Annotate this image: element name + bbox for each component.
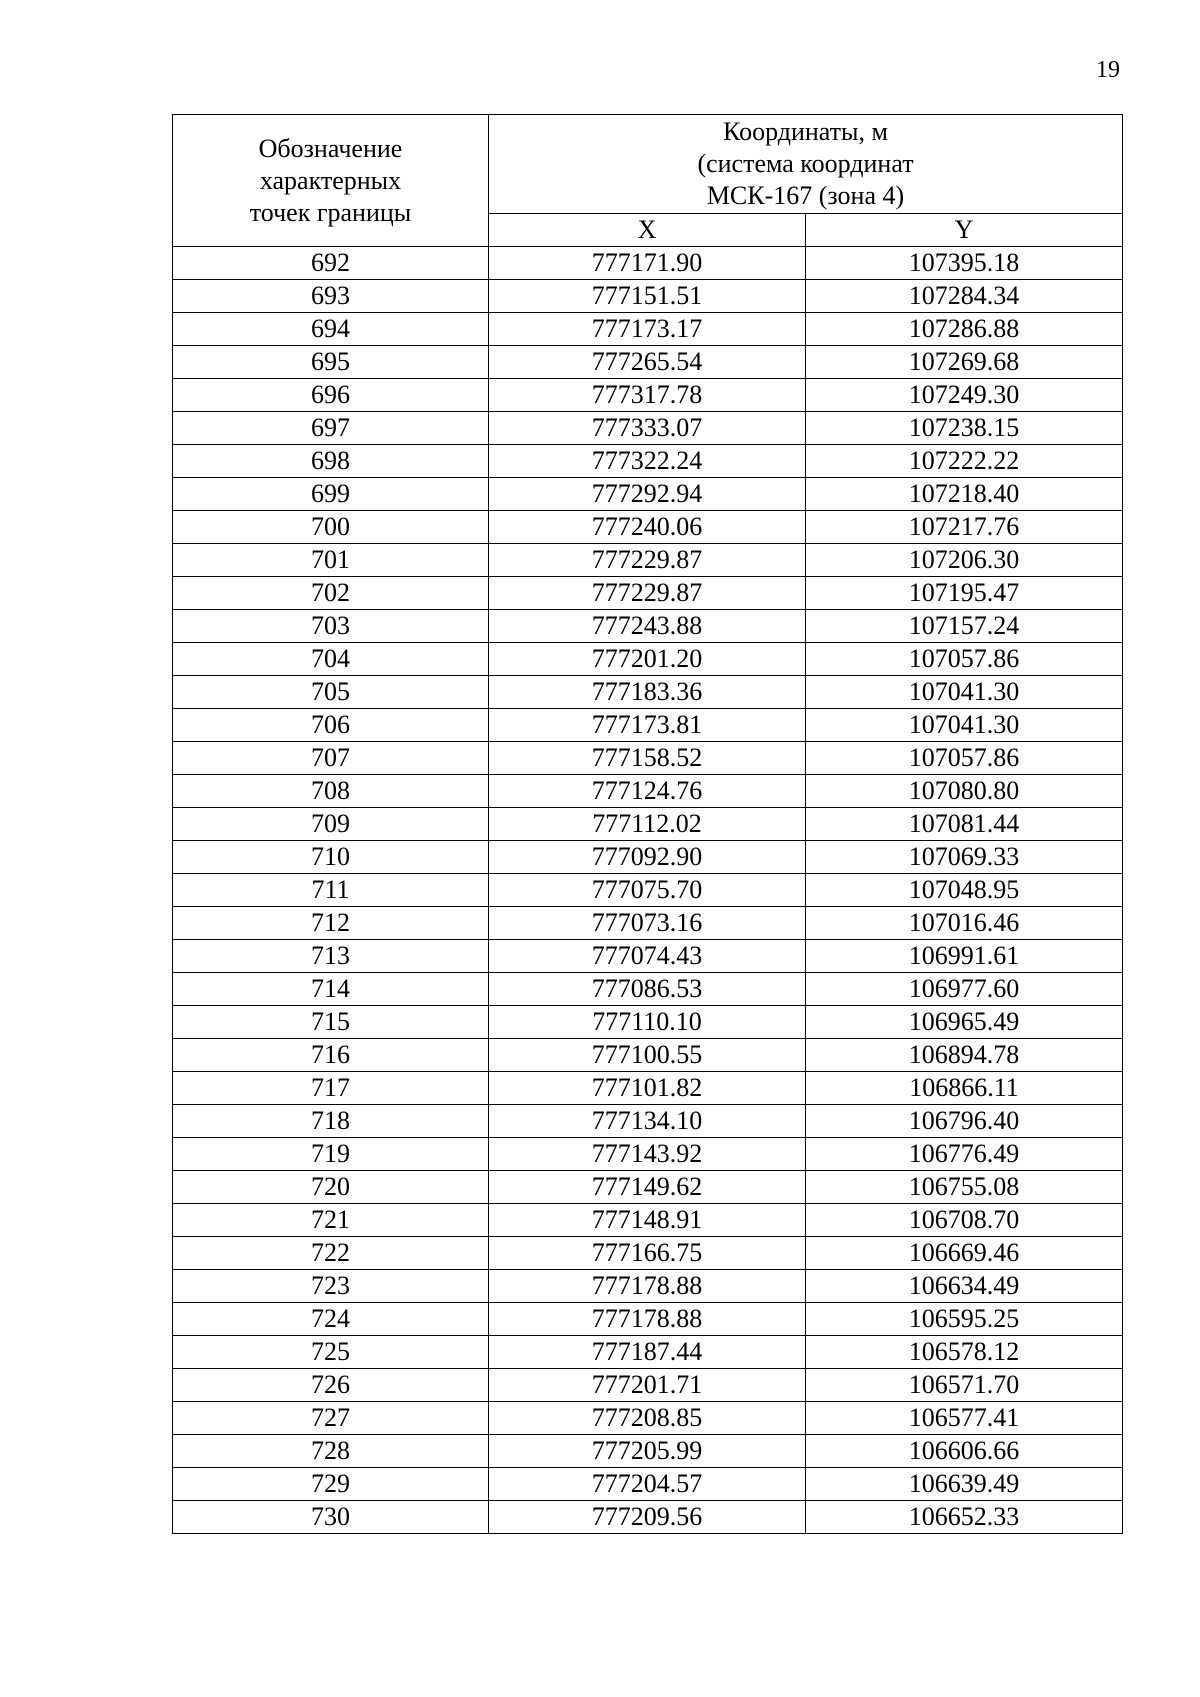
- y-coordinate-cell: 107048.95: [806, 874, 1123, 907]
- table-row: [173, 874, 1123, 907]
- point-id-cell: 694: [173, 313, 489, 346]
- table-row: [173, 577, 1123, 610]
- point-id-cell: 711: [173, 874, 489, 907]
- x-coordinate-cell: 777229.87: [489, 544, 806, 577]
- table-row: [173, 808, 1123, 841]
- x-coordinate-cell: 777317.78: [489, 379, 806, 412]
- x-coordinate-cell: 777124.76: [489, 775, 806, 808]
- x-coordinate-cell: 777100.55: [489, 1039, 806, 1072]
- y-coordinate-cell: 106796.40: [806, 1105, 1123, 1138]
- x-coordinate-cell: 777201.20: [489, 643, 806, 676]
- table-header: [173, 115, 1123, 247]
- table-row: [173, 346, 1123, 379]
- point-id-cell: 718: [173, 1105, 489, 1138]
- y-coordinate-cell: 107057.86: [806, 742, 1123, 775]
- x-coordinate-cell: 777173.81: [489, 709, 806, 742]
- table-row: [173, 709, 1123, 742]
- y-coordinate-cell: 107395.18: [806, 247, 1123, 280]
- point-id-cell: 698: [173, 445, 489, 478]
- y-coordinate-cell: 106894.78: [806, 1039, 1123, 1072]
- point-id-cell: 730: [173, 1501, 489, 1534]
- y-coordinate-cell: 106977.60: [806, 973, 1123, 1006]
- x-coordinate-cell: 777110.10: [489, 1006, 806, 1039]
- y-coordinate-cell: 107080.80: [806, 775, 1123, 808]
- y-coordinate-cell: 107269.68: [806, 346, 1123, 379]
- table-row: [173, 676, 1123, 709]
- x-coordinate-cell: 777265.54: [489, 346, 806, 379]
- y-coordinate-cell: 107041.30: [806, 676, 1123, 709]
- x-coordinate-cell: 777178.88: [489, 1270, 806, 1303]
- table-row: [173, 511, 1123, 544]
- y-coordinate-cell: 106606.66: [806, 1435, 1123, 1468]
- header-coordinates-label: [489, 115, 1123, 214]
- x-coordinate-cell: 777092.90: [489, 841, 806, 874]
- x-coordinate-cell: 777166.75: [489, 1237, 806, 1270]
- table-row: [173, 1369, 1123, 1402]
- header-point-label: [173, 115, 489, 247]
- x-coordinate-cell: 777171.90: [489, 247, 806, 280]
- point-id-cell: 723: [173, 1270, 489, 1303]
- x-coordinate-cell: 777143.92: [489, 1138, 806, 1171]
- point-id-cell: 695: [173, 346, 489, 379]
- table-row: [173, 445, 1123, 478]
- table-row: [173, 1303, 1123, 1336]
- table-row: [173, 775, 1123, 808]
- table-row: [173, 1105, 1123, 1138]
- y-coordinate-cell: 107016.46: [806, 907, 1123, 940]
- x-coordinate-cell: 777201.71: [489, 1369, 806, 1402]
- table-row: [173, 1270, 1123, 1303]
- point-id-cell: 696: [173, 379, 489, 412]
- point-id-cell: 717: [173, 1072, 489, 1105]
- point-id-cell: 715: [173, 1006, 489, 1039]
- table-row: [173, 643, 1123, 676]
- point-id-cell: 708: [173, 775, 489, 808]
- x-coordinate-cell: 777073.16: [489, 907, 806, 940]
- table-row: [173, 1435, 1123, 1468]
- point-id-cell: 713: [173, 940, 489, 973]
- point-id-cell: 706: [173, 709, 489, 742]
- table-row: [173, 1204, 1123, 1237]
- point-id-cell: 707: [173, 742, 489, 775]
- table-row: [173, 544, 1123, 577]
- point-id-cell: 720: [173, 1171, 489, 1204]
- x-coordinate-cell: 777101.82: [489, 1072, 806, 1105]
- point-id-cell: 729: [173, 1468, 489, 1501]
- y-coordinate-cell: 106866.11: [806, 1072, 1123, 1105]
- y-coordinate-cell: 107157.24: [806, 610, 1123, 643]
- x-coordinate-cell: 777074.43: [489, 940, 806, 973]
- point-id-cell: 702: [173, 577, 489, 610]
- page-number: 19: [1096, 57, 1120, 83]
- y-coordinate-cell: 107041.30: [806, 709, 1123, 742]
- header-x: X: [489, 214, 806, 247]
- y-coordinate-cell: 107057.86: [806, 643, 1123, 676]
- table-row: [173, 313, 1123, 346]
- x-coordinate-cell: 777322.24: [489, 445, 806, 478]
- x-coordinate-cell: 777149.62: [489, 1171, 806, 1204]
- y-coordinate-cell: 106755.08: [806, 1171, 1123, 1204]
- point-id-cell: 722: [173, 1237, 489, 1270]
- point-id-cell: 727: [173, 1402, 489, 1435]
- y-coordinate-cell: 106577.41: [806, 1402, 1123, 1435]
- table-row: [173, 1402, 1123, 1435]
- y-coordinate-cell: 107217.76: [806, 511, 1123, 544]
- table-row: [173, 1072, 1123, 1105]
- point-id-cell: 703: [173, 610, 489, 643]
- y-coordinate-cell: 107069.33: [806, 841, 1123, 874]
- y-coordinate-cell: 107222.22: [806, 445, 1123, 478]
- table-row: [173, 742, 1123, 775]
- y-coordinate-cell: 107195.47: [806, 577, 1123, 610]
- table-row: [173, 940, 1123, 973]
- table-row: [173, 841, 1123, 874]
- table-row: [173, 1039, 1123, 1072]
- table-row: [173, 412, 1123, 445]
- y-coordinate-cell: 106965.49: [806, 1006, 1123, 1039]
- y-coordinate-cell: 106669.46: [806, 1237, 1123, 1270]
- y-coordinate-cell: 107284.34: [806, 280, 1123, 313]
- table-row: [173, 1006, 1123, 1039]
- point-id-cell: 726: [173, 1369, 489, 1402]
- y-coordinate-cell: 106991.61: [806, 940, 1123, 973]
- y-coordinate-cell: 107206.30: [806, 544, 1123, 577]
- x-coordinate-cell: 777151.51: [489, 280, 806, 313]
- x-coordinate-cell: 777158.52: [489, 742, 806, 775]
- x-coordinate-cell: 777208.85: [489, 1402, 806, 1435]
- y-coordinate-cell: 107249.30: [806, 379, 1123, 412]
- x-coordinate-cell: 777204.57: [489, 1468, 806, 1501]
- point-id-cell: 714: [173, 973, 489, 1006]
- x-coordinate-cell: 777183.36: [489, 676, 806, 709]
- table-body: [173, 247, 1123, 1534]
- point-id-cell: 716: [173, 1039, 489, 1072]
- y-coordinate-cell: 107286.88: [806, 313, 1123, 346]
- table-row: [173, 1336, 1123, 1369]
- point-id-cell: 712: [173, 907, 489, 940]
- point-id-cell: 724: [173, 1303, 489, 1336]
- point-id-cell: 704: [173, 643, 489, 676]
- x-coordinate-cell: 777112.02: [489, 808, 806, 841]
- header-y: Y: [806, 214, 1123, 247]
- table-row: [173, 610, 1123, 643]
- x-coordinate-cell: 777148.91: [489, 1204, 806, 1237]
- table-row: [173, 973, 1123, 1006]
- x-coordinate-cell: 777205.99: [489, 1435, 806, 1468]
- y-coordinate-cell: 106652.33: [806, 1501, 1123, 1534]
- y-coordinate-cell: 106634.49: [806, 1270, 1123, 1303]
- x-coordinate-cell: 777292.94: [489, 478, 806, 511]
- point-id-cell: 721: [173, 1204, 489, 1237]
- point-id-cell: 719: [173, 1138, 489, 1171]
- y-coordinate-cell: 107238.15: [806, 412, 1123, 445]
- table-row: [173, 1237, 1123, 1270]
- coordinates-table: [172, 114, 1123, 1534]
- table-row: [173, 907, 1123, 940]
- header-point-label-text: Обозначение характерных точек границы: [249, 133, 412, 227]
- point-id-cell: 699: [173, 478, 489, 511]
- point-id-cell: 710: [173, 841, 489, 874]
- point-id-cell: 697: [173, 412, 489, 445]
- x-coordinate-cell: 777134.10: [489, 1105, 806, 1138]
- y-coordinate-cell: 107218.40: [806, 478, 1123, 511]
- x-coordinate-cell: 777178.88: [489, 1303, 806, 1336]
- point-id-cell: 705: [173, 676, 489, 709]
- y-coordinate-cell: 106776.49: [806, 1138, 1123, 1171]
- x-coordinate-cell: 777243.88: [489, 610, 806, 643]
- x-coordinate-cell: 777240.06: [489, 511, 806, 544]
- point-id-cell: 728: [173, 1435, 489, 1468]
- table-row: [173, 478, 1123, 511]
- point-id-cell: 693: [173, 280, 489, 313]
- header-coordinates-label-text: Координаты, м (система координат МСК-167 (зона 4): [697, 117, 914, 210]
- table-row: [173, 1468, 1123, 1501]
- table-row: [173, 247, 1123, 280]
- point-id-cell: 701: [173, 544, 489, 577]
- table-row: [173, 280, 1123, 313]
- table-row: [173, 1501, 1123, 1534]
- y-coordinate-cell: 107081.44: [806, 808, 1123, 841]
- point-id-cell: 692: [173, 247, 489, 280]
- y-coordinate-cell: 106708.70: [806, 1204, 1123, 1237]
- point-id-cell: 700: [173, 511, 489, 544]
- point-id-cell: 725: [173, 1336, 489, 1369]
- x-coordinate-cell: 777209.56: [489, 1501, 806, 1534]
- x-coordinate-cell: 777187.44: [489, 1336, 806, 1369]
- table-row: [173, 379, 1123, 412]
- x-coordinate-cell: 777333.07: [489, 412, 806, 445]
- x-coordinate-cell: 777075.70: [489, 874, 806, 907]
- x-coordinate-cell: 777173.17: [489, 313, 806, 346]
- y-coordinate-cell: 106571.70: [806, 1369, 1123, 1402]
- y-coordinate-cell: 106578.12: [806, 1336, 1123, 1369]
- x-coordinate-cell: 777229.87: [489, 577, 806, 610]
- table-row: [173, 1171, 1123, 1204]
- y-coordinate-cell: 106639.49: [806, 1468, 1123, 1501]
- y-coordinate-cell: 106595.25: [806, 1303, 1123, 1336]
- point-id-cell: 709: [173, 808, 489, 841]
- x-coordinate-cell: 777086.53: [489, 973, 806, 1006]
- table-row: [173, 1138, 1123, 1171]
